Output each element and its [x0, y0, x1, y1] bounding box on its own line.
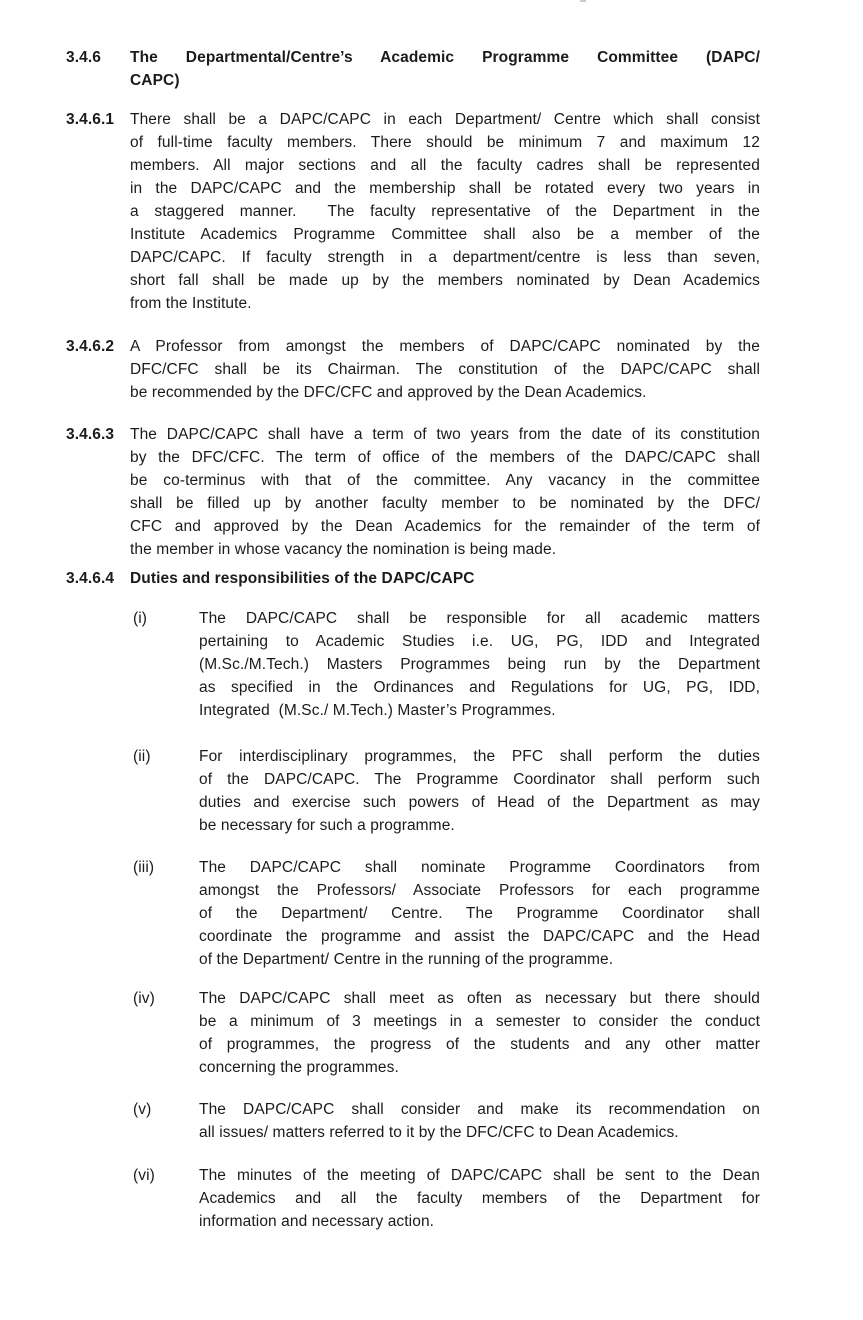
text-line: A Professor from amongst the members of DAPC/CAPC nominated by the — [130, 338, 760, 355]
section-3.4.6.3 — [66, 423, 760, 561]
section-number: 3.4.6.3 — [66, 426, 115, 443]
text-line: The DAPC/CAPC shall meet as often as necessary but there should — [199, 990, 760, 1007]
list-item-iv — [66, 987, 760, 1079]
text-line: from the Institute. — [130, 295, 252, 312]
section-number: 3.4.6.1 — [66, 111, 115, 128]
text-line: The minutes of the meeting of DAPC/CAPC shall be sent to the Dean — [199, 1167, 760, 1184]
list-item-marker: (vi) — [133, 1167, 155, 1184]
text-line: coordinate the programme and assist the DAPC/CAPC and the Head — [199, 928, 760, 945]
text-line: DAPC/CAPC. If faculty strength in a department/centre is less than seven, — [130, 249, 760, 266]
section-text — [130, 335, 760, 404]
text-line: be a minimum of 3 meetings in a semester to consider the conduct — [199, 1013, 760, 1030]
text-line: The DAPC/CAPC shall consider and make its recommendation on — [199, 1101, 760, 1118]
list-item-ii — [66, 745, 760, 837]
text-line: Academics and all the faculty members of the Department for — [199, 1190, 760, 1207]
page-top-scan-artifact — [580, 0, 586, 2]
section-text — [130, 46, 760, 92]
section-number: 3.4.6.4 — [66, 570, 115, 587]
section-text — [199, 987, 760, 1079]
text-line: of full-time faculty members. There should be minimum 7 and maximum 12 — [130, 134, 760, 151]
section-3.4.6.4 — [66, 567, 760, 590]
text-line: Institute Academics Programme Committee shall also be a member of the — [130, 226, 760, 243]
list-item-marker: (iv) — [133, 990, 155, 1007]
section-number: 3.4.6 — [66, 49, 101, 66]
section-3.4.6 — [66, 46, 760, 92]
text-line: There shall be a DAPC/CAPC in each Department/ Centre which shall consist — [130, 111, 760, 128]
text-line: pertaining to Academic Studies i.e. UG, PG, IDD and Integrated — [199, 633, 760, 650]
text-line: The Departmental/Centre’s Academic Programme Committee (DAPC/ — [130, 49, 760, 66]
section-text — [199, 607, 760, 722]
text-line: For interdisciplinary programmes, the PFC shall perform the duties — [199, 748, 760, 765]
list-item-marker: (ii) — [133, 748, 151, 765]
text-line: CFC and approved by the Dean Academics for the remainder of the term of — [130, 518, 760, 535]
section-text — [130, 423, 760, 561]
list-item-v — [66, 1098, 760, 1144]
text-line: the member in whose vacancy the nomination is being made. — [130, 541, 557, 558]
text-line: short fall shall be made up by the members nominated by Dean Academics — [130, 272, 760, 289]
text-line: CAPC) — [130, 72, 180, 89]
text-line: be co-terminus with that of the committee. Any vacancy in the committee — [130, 472, 760, 489]
text-line: members. All major sections and all the faculty cadres shall be represented — [130, 157, 760, 174]
text-line: of the Department/ Centre in the running of the programme. — [199, 951, 614, 968]
text-line: be necessary for such a programme. — [199, 817, 455, 834]
section-text — [199, 1098, 760, 1144]
list-item-marker: (v) — [133, 1101, 152, 1118]
text-line: The DAPC/CAPC shall have a term of two years from the date of its constitution — [130, 426, 760, 443]
text-line: Duties and responsibilities of the DAPC/CAPC — [130, 570, 475, 587]
text-line: of programmes, the progress of the students and any other matter — [199, 1036, 760, 1053]
list-item-i — [66, 607, 760, 722]
text-line: shall be filled up by another faculty member to be nominated by the DFC/ — [130, 495, 760, 512]
text-line: of the Department/ Centre. The Programme Coordinator shall — [199, 905, 760, 922]
text-line: information and necessary action. — [199, 1213, 435, 1230]
section-text — [199, 745, 760, 837]
list-item-vi — [66, 1164, 760, 1233]
section-text — [199, 856, 760, 971]
text-line: be recommended by the DFC/CFC and approved by the Dean Academics. — [130, 384, 647, 401]
text-line: by the DFC/CFC. The term of office of the members of the DAPC/CAPC shall — [130, 449, 760, 466]
document-body — [66, 46, 760, 1233]
text-line: Integrated (M.Sc./ M.Tech.) Master’s Programmes. — [199, 702, 556, 719]
text-line: amongst the Professors/ Associate Professors for each programme — [199, 882, 760, 899]
text-line: of the DAPC/CAPC. The Programme Coordinator shall perform such — [199, 771, 760, 788]
section-number: 3.4.6.2 — [66, 338, 115, 355]
list-item-marker: (iii) — [133, 859, 155, 876]
text-line: a staggered manner. The faculty representative of the Department in the — [130, 203, 760, 220]
section-3.4.6.1 — [66, 108, 760, 315]
list-item-marker: (i) — [133, 610, 148, 627]
text-line: duties and exercise such powers of Head of the Department as may — [199, 794, 760, 811]
text-line: (M.Sc./M.Tech.) Masters Programmes being run by the Department — [199, 656, 760, 673]
text-line: DFC/CFC shall be its Chairman. The constitution of the DAPC/CAPC shall — [130, 361, 760, 378]
text-line: The DAPC/CAPC shall be responsible for all academic matters — [199, 610, 760, 627]
text-line: in the DAPC/CAPC and the membership shall be rotated every two years in — [130, 180, 760, 197]
list-item-iii — [66, 856, 760, 971]
section-text — [130, 108, 760, 315]
section-3.4.6.2 — [66, 335, 760, 404]
section-text — [199, 1164, 760, 1233]
section-text — [130, 567, 760, 590]
text-line: concerning the programmes. — [199, 1059, 399, 1076]
text-line: all issues/ matters referred to it by the DFC/CFC to Dean Academics. — [199, 1124, 679, 1141]
text-line: as specified in the Ordinances and Regulations for UG, PG, IDD, — [199, 679, 760, 696]
text-line: The DAPC/CAPC shall nominate Programme Coordinators from — [199, 859, 760, 876]
